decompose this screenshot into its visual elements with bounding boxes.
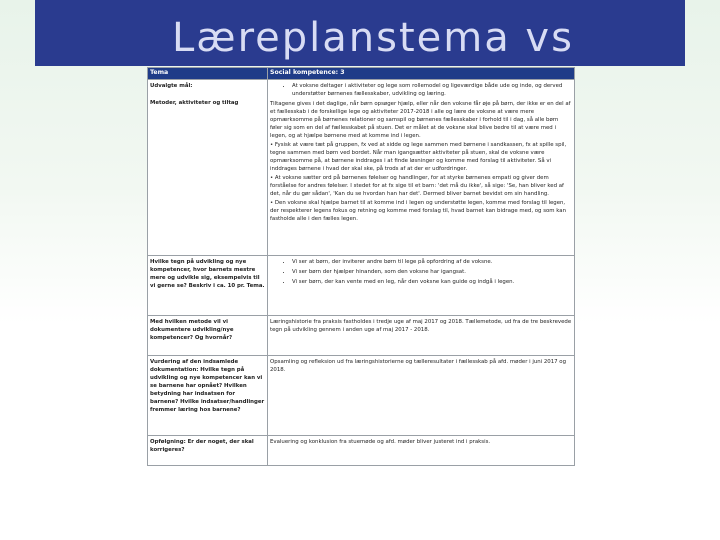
row-label-cell: [148, 80, 268, 256]
label-metoder: Metoder, aktiviteter og tiltag: [150, 100, 239, 106]
row-label-cell: [148, 316, 268, 356]
slide-title: Læreplanstema vs: [172, 15, 574, 61]
header-social-kompetence: Social kompetence: 3: [268, 68, 575, 80]
row-label: Med hvilken metode vil vi dokumentere udvikling/nye kompetencer? Og hvornår?: [150, 319, 234, 341]
row-content-cell: [268, 316, 575, 356]
table-row: [148, 436, 575, 466]
bullet-list: [270, 82, 572, 98]
row-content-cell: [268, 436, 575, 466]
row-content-cell: [268, 80, 575, 256]
row-label-cell: [148, 356, 268, 436]
row-label-cell: [148, 256, 268, 316]
paragraph: • At voksne sætter ord på børnenes følelser og handlinger, for at styrke børnenes empati og giver dem forståelse for andres følelser. I stedet for at fx sige til et barn: 'det må du ikke', så sige: 'Se, han bliver ked af det, når du gør sådan', 'Kan du se hvordan han har det'. Dermed bliver barnet bevidst om sin handling.: [270, 175, 564, 197]
row-content-cell: [268, 256, 575, 316]
paragraph: • Den voksne skal hjælpe barnet til at komme ind i legen og understøtte legen, komme med forslag til legen, der respekterer legens fokus og retning og komme med forslag til, hvad barnet kan bidrage med, og som kan fastholde alle i den fælles legen.: [270, 200, 567, 222]
label-udvalgte-maal: Udvalgte mål:: [150, 83, 193, 89]
header-tema: Tema: [148, 68, 268, 80]
list-item: • Vi ser børn, der kan vente med en leg, når den voksne kan guide og indgå i legen.: [292, 278, 572, 286]
row-label: Opfølgning: Er der noget, der skal korrigeres?: [150, 439, 254, 453]
list-item: • Vi ser børn der hjælper hinanden, som den voksne har igangsat.: [292, 268, 572, 276]
row-label-cell: [148, 436, 268, 466]
row-label: Hvilke tegn på udvikling og nye kompetencer, hvor barnets mestre mere og udvikle sig, eksempelvis til vi gerne se? Beskriv i ca. 10 pr. Tema.: [150, 259, 265, 289]
bullet-list: [270, 258, 572, 286]
row-label: Vurdering af den indsamlede dokumentation: Hvilke tegn på udvikling og nye kompetencer kan vi se barnene har opnået? Hvilken betydning har indsatsen for barnene? Hvilke indsatser/handlinger fremmer læring hos barnene?: [150, 359, 265, 413]
theme-table: [147, 67, 575, 466]
list-item: • Vi ser at børn, der inviterer andre børn til lege på opfordring af de voksne.: [292, 258, 572, 266]
table-row: [148, 256, 575, 316]
table-header-row: [148, 68, 575, 80]
table-row: [148, 316, 575, 356]
table-row: [148, 356, 575, 436]
table-row: [148, 80, 575, 256]
paragraph: Tiltagene gives i det daglige, når børn opsøger hjælp, eller når den voksne får øje på børn, der ikke er en del af et fællesskab i de forskellige lege og aktiviteter 2017-2018 i alle og lære de voksne at være mere opmærksomme på børnenes relationer og samspil og børnenes fællesskaber i forhold til i dag, så alle børn føler sig som en del af fællesskabet på stuen. Det er målet at de voksne skal blive bedre til at være med i legen, og at hjælpe børnene med at komme ind i legen.: [270, 101, 571, 139]
paragraph: Læringshistorie fra praksis fastholdes i tredje uge af maj 2017 og 2018. Tællemetode, ud fra de tre beskrevede tegn på udvikling gennem i anden uge af maj 2017 - 2018.: [270, 319, 572, 333]
row-content-cell: [268, 356, 575, 436]
paragraph: Opsamling og refleksion ud fra læringshistorierne og tælleresultater i fællesskab på afd. møder i juni 2017 og 2018.: [270, 359, 567, 373]
paragraph: • Fysisk at være tæt på gruppen, fx ved at sidde og lege sammen med børnene i sandkassen, fx at spille spil, tegne sammen med børn ved bordet. Når man igangsætter aktiviteter på stuen, skal de voksne være opmærksomme på, at børnene inddrages i at finde løsninger og komme med forslag til aktiviteter. Så vi inddrages børnene i hvad der skal ske, på trods af at der er udfordringer.: [270, 142, 567, 172]
list-item: • At voksne deltager i aktiviteter og lege som rollemodel og ligeværdige både ude og inde, og derved understøtter børnenes fællesskaber, udvikling og læring.: [292, 82, 572, 98]
paragraph: Evaluering og konklusion fra stuemøde og afd. møder bliver justeret ind i praksis.: [270, 439, 491, 445]
